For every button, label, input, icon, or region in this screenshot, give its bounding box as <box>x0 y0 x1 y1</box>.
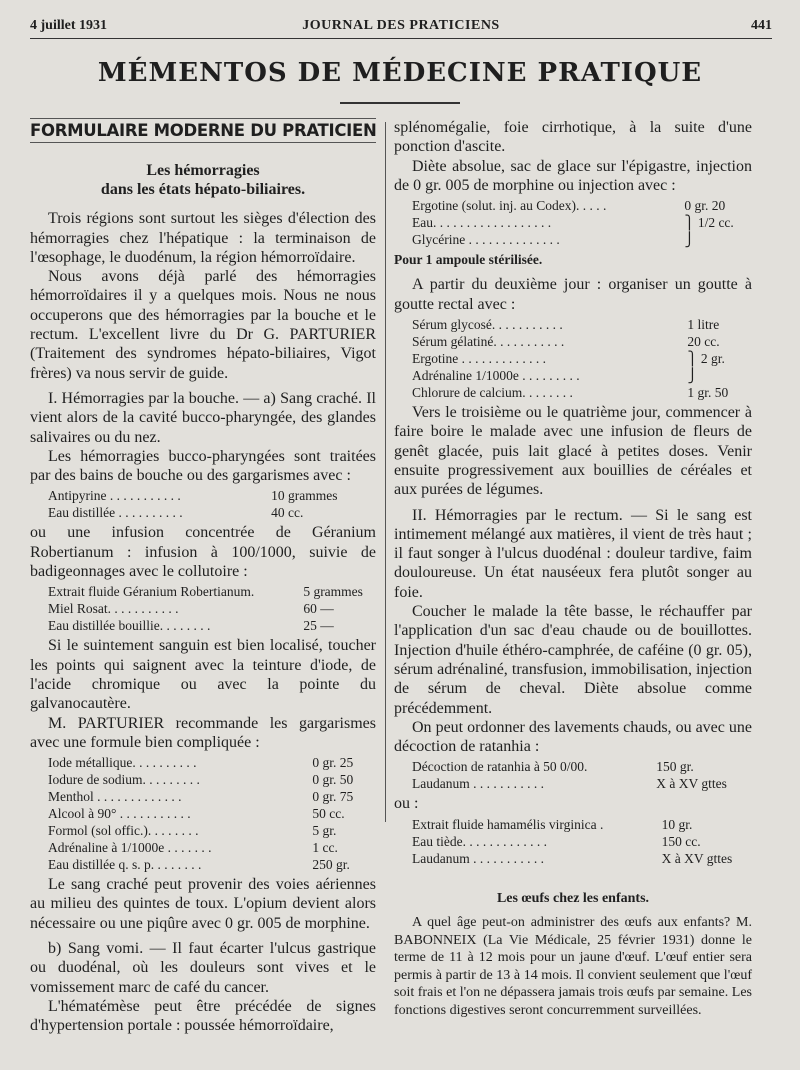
prescription-row: Iodure de sodium. . . . . . . . . 0 gr. 50 <box>48 772 354 788</box>
paragraph: ou : <box>394 795 419 813</box>
paragraph: On peut ordonner des lavements chauds, ou avec une décoction de ratanhia : <box>394 718 752 756</box>
prescription-row: Adrénaline 1/1000e . . . . . . . . . ⎭ <box>412 368 698 384</box>
paragraph: Si le suintement sanguin est bien localisé, toucher les points qui saignent avec la teinture d'iode, de l'acide chromique ou avec la pointe du galvanocautère. <box>30 637 376 713</box>
prescription-row: Formol (sol offic.). . . . . . . . 5 gr. <box>48 823 337 839</box>
left-column <box>30 118 376 1036</box>
running-header <box>30 18 772 38</box>
paragraph: Le sang craché peut provenir des voies aériennes au milieu des quintes de toux. L'opium devient alors nécessaire ou une piqûre avec 0 gr. 005 de morphine. <box>30 876 376 932</box>
title-rule <box>340 102 460 104</box>
page-title: MÉMENTOS DE MÉDECINE PRATIQUE <box>97 58 703 88</box>
paragraph: L'hématémèse peut être précédée de signes d'hypertension portale : poussée hémorroïdaire, <box>30 997 376 1035</box>
paragraph: M. PARTURIER recommande les gargarismes avec une formule bien compliquée : <box>30 714 376 751</box>
paragraph: II. Hémorragies par le rectum. — Si le sang est intimement mélangé aux matières, il vient de très haut ; il faut songer à l'ulcus duodénal : douleur tardive, faim douloureuse. Un état nauséeux fera plutôt songer au foie. <box>394 506 752 601</box>
header-date: 4 juillet 1931 <box>30 18 107 33</box>
prescription-table <box>30 583 376 634</box>
prescription-table <box>30 754 376 873</box>
paragraph: b) Sang vomi. — Il faut écarter l'ulcus gastrique ou duodénal, où les douleurs sont vives et le vomissement marc de café du cancer. <box>30 940 376 996</box>
paragraph: Les hémorragies bucco-pharyngées sont traitées par des bains de bouche ou des gargarismes avec : <box>30 447 376 485</box>
prescription-row: Extrait fluide hamamélis virginica . 10 gr. <box>412 816 693 832</box>
prescription-table <box>30 487 376 521</box>
paragraph: Vers le troisième ou le quatrième jour, commencer à faire boire le malade avec une infusion de fleurs de genêt glacée, puis lait glacé à petites doses. Venir ensuite progressivement aux bouillies de céréales et aux purées de légumes. <box>394 404 752 499</box>
prescription-table <box>394 758 752 792</box>
prescription-row: Ergotine . . . . . . . . . . . . . ⎫ 2 gr. <box>412 351 725 367</box>
prescription-row: Adrénaline à 1/1000e . . . . . . . 1 cc. <box>48 840 338 856</box>
header-page-number: 441 <box>751 18 772 33</box>
paragraph: ou une infusion concentrée de Géranium Robertianum : infusion à 100/1000, suivie de badigeonnages avec le collutoire : <box>30 524 376 581</box>
paragraph: Diète absolue, sac de glace sur l'épigastre, injection de 0 gr. 005 de morphine ou injection avec : <box>394 157 752 194</box>
prescription-table <box>394 197 752 248</box>
prescription-row: Sérum glycosé. . . . . . . . . . . 1 litre <box>412 317 720 333</box>
prescription-table <box>394 316 752 401</box>
article-heading-line-1: Les hémorragies <box>146 162 260 180</box>
prescription-row: Extrait fluide Géranium Robertianum. 5 grammes <box>48 584 363 600</box>
paragraph: Nous avons déjà parlé des hémorragies hémorroïdaires il y a quelques mois. Nous ne nous occuperons que des hémorragies par la bouche et le rectum. L'excellent livre du Dr G. PARTURIER (Traitement des syndromes hépato-biliaires, Vigot frères) va nous servir de guide. <box>30 268 376 382</box>
prescription-row: Iode métallique. . . . . . . . . . 0 gr. 25 <box>48 755 354 771</box>
prescription-row: Sérum gélatiné. . . . . . . . . . . 20 cc. <box>412 334 720 350</box>
paragraph: A partir du deuxième jour : organiser un goutte à goutte rectal avec : <box>394 276 752 313</box>
prescription-row: Eau distillée . . . . . . . . . . 40 cc. <box>48 505 304 521</box>
header-journal: JOURNAL DES PRATICIENS <box>302 18 500 33</box>
prescription-row: Eau distillée q. s. p. . . . . . . . 250 gr. <box>48 857 350 873</box>
prescription-row: Alcool à 90° . . . . . . . . . . . 50 cc. <box>48 806 345 822</box>
article-heading-line-2: dans les états hépato-biliaires. <box>100 181 306 199</box>
right-column <box>394 118 752 1019</box>
prescription-row: Glycérine . . . . . . . . . . . . . . ⎭ <box>412 232 695 248</box>
prescription-row: Miel Rosat. . . . . . . . . . . 60 — <box>48 601 334 617</box>
prescription-row: Eau tiède. . . . . . . . . . . . . 150 cc. <box>412 833 701 849</box>
paragraph: splénomégalie, foie cirrhotique, à la suite d'une ponction d'ascite. <box>394 119 752 156</box>
paragraph: Trois régions sont surtout les sièges d'élection des hémorragies chez l'hépatique : la terminaison de l'œsophage, le duodénum, la région hémorroïdaire. <box>30 210 376 266</box>
article-heading <box>30 161 376 199</box>
prescription-row: Eau. . . . . . . . . . . . . . . . . . ⎫ 1/2 cc. <box>412 215 734 231</box>
prescription-row: Ergotine (solut. inj. au Codex). . . . . 0 gr. 20 <box>412 198 726 214</box>
prescription-row: Antipyrine . . . . . . . . . . . 10 grammes <box>48 488 338 504</box>
header-rule <box>30 38 772 39</box>
paragraph: I. Hémorragies par la bouche. — a) Sang craché. Il vient alors de la cavité bucco-pharyngée, des glandes salivaires ou du nez. <box>30 389 376 446</box>
prescription-row: Menthol . . . . . . . . . . . . . 0 gr. 75 <box>48 789 354 805</box>
brief-heading: Les œufs chez les enfants. <box>496 890 650 906</box>
section-heading: FORMULAIRE MODERNE DU PRATICIEN <box>30 118 376 143</box>
prescription-row: Décoction de ratanhia à 50 0/00. 150 gr. <box>412 759 694 775</box>
prescription-row: Laudanum . . . . . . . . . . . X à XV gttes <box>412 850 733 866</box>
prescription-row: Eau distillée bouillie. . . . . . . . 25 — <box>48 618 334 634</box>
prescription-caption: Pour 1 ampoule stérilisée. <box>394 252 543 268</box>
column-divider <box>385 122 386 822</box>
paragraph: Coucher le malade la tête basse, le réchauffer par l'application d'un sac d'eau chaude ou de bouillottes. Injection d'huile éthéro-camphrée, de caféine (0 gr. 05), sérum adrénaliné, transfusion, immobilisation, injection de sérum de cheval. Diète absolue comme précédemment. <box>394 603 752 717</box>
brief-text: A quel âge peut-on administrer des œufs aux enfants? M. BABONNEIX (La Vie Médicale, 25 février 1931) donne le terme de 11 à 12 mois pour un jaune d'œuf. L'œuf entier sera permis à partir de 13 à 14 mois. Il convient seulement que l'œuf soit frais et l'on ne dépassera jamais trois œufs par semaine. Les fonctions digestives seront concurremment surveillées. <box>394 915 752 1018</box>
prescription-table <box>394 816 752 867</box>
prescription-row: Chlorure de calcium. . . . . . . . 1 gr. 50 <box>412 385 729 401</box>
prescription-row: Laudanum . . . . . . . . . . . X à XV gttes <box>412 776 727 792</box>
